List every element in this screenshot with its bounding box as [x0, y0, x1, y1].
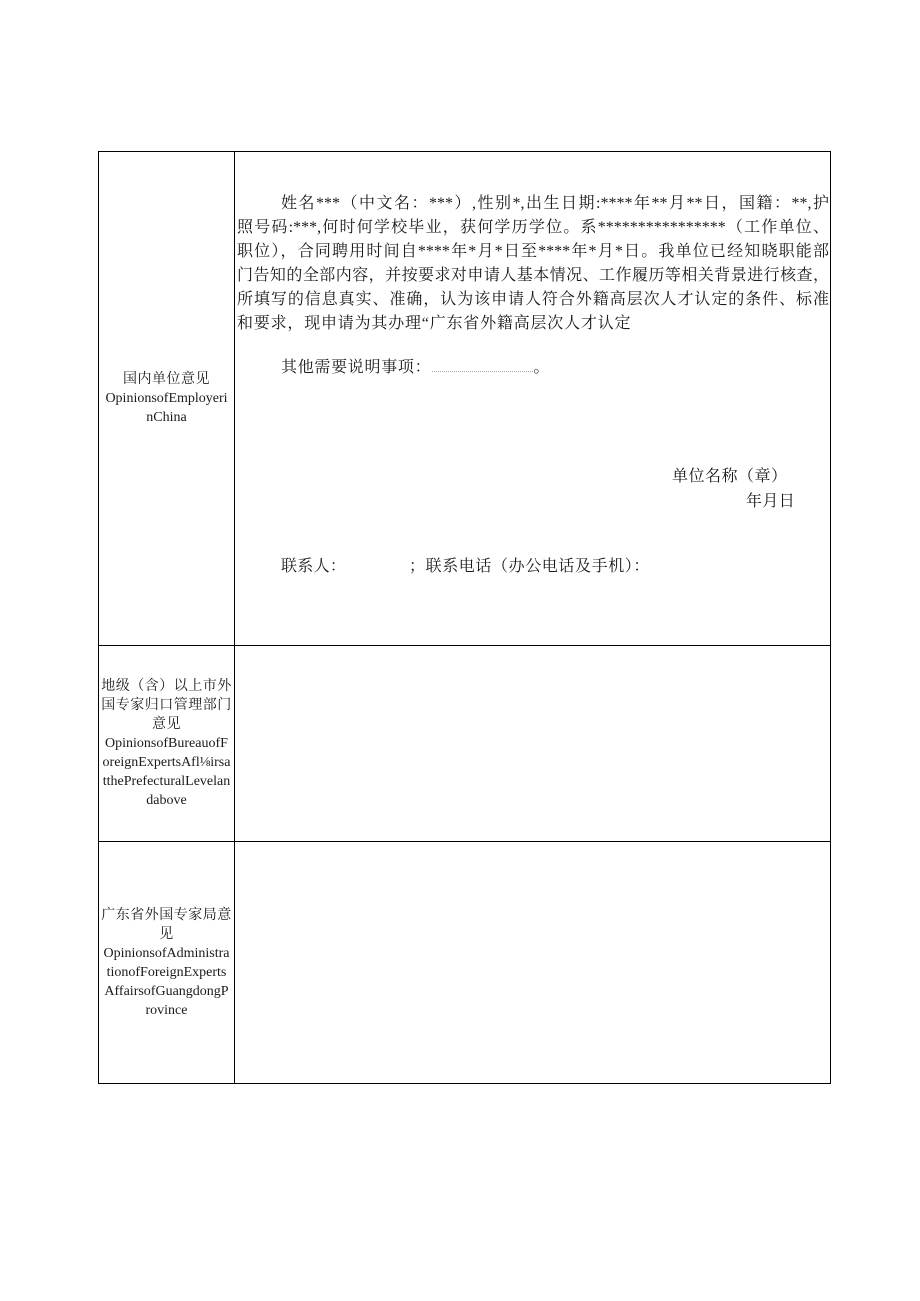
employer-opinion-row — [99, 152, 830, 646]
row-label-line: tionofForeignExperts — [106, 964, 227, 980]
row-label-line: tthePrefecturalLevelan — [102, 774, 231, 789]
other-matters-label: 其他需要说明事项： — [281, 359, 432, 376]
other-matters-end: 。 — [533, 359, 550, 376]
row-label-line: OpinionsofEmployeri — [105, 391, 228, 406]
employer-opinion-label — [99, 152, 235, 645]
row-label-line: 地级（含）以上市外 — [101, 679, 232, 694]
paragraph-line: 职位），合同聘用时间自****年*月*日至****年*月*日。我单位已经知晓职能部 — [237, 243, 829, 260]
row-label-line: 意见 — [152, 717, 181, 732]
row-label-line: 广东省外国专家局意 — [101, 907, 232, 923]
date-label: 年月日 — [746, 493, 796, 510]
row-label-line: nChina — [146, 410, 187, 425]
prefectural-bureau-opinion-content — [235, 646, 830, 841]
paragraph-line: 和要求，现申请为其办理“广东省外籍高层次人才认定 — [237, 315, 632, 332]
other-matters-line — [281, 356, 549, 383]
prefectural-bureau-opinion-row — [99, 646, 830, 842]
row-label-line: OpinionsofBureauofF — [105, 736, 228, 751]
contact-phone-label: ；联系电话（办公电话及手机）： — [409, 558, 651, 575]
paragraph-line: 门告知的全部内容，并按要求对申请人基本情况、工作履历等相关背景进行核查， — [237, 267, 829, 284]
row-label-line: OpinionsofAdministra — [103, 945, 230, 961]
row-label-line: 国内单位意见 — [123, 372, 210, 387]
declaration-paragraph — [237, 192, 829, 336]
provincial-administration-opinion-label — [99, 842, 235, 1083]
paragraph-line: 照号码:***,何时何学校毕业，获何学历学位。系****************（工作单位、 — [237, 219, 829, 236]
contact-person-label: 联系人： — [281, 558, 347, 575]
row-label-line: rovince — [145, 1002, 188, 1018]
row-label-line: 国专家归口管理部门 — [101, 698, 232, 713]
opinions-table — [98, 151, 831, 1084]
row-label-line: 见 — [159, 926, 174, 942]
provincial-administration-opinion-content — [235, 842, 830, 1083]
row-label-line: dabove — [146, 793, 187, 808]
paragraph-line: 所填写的信息真实、准确，认为该申请人符合外籍高层次人才认定的条件、标准 — [237, 291, 829, 308]
row-label-line: AffairsofGuangdongP — [104, 983, 229, 999]
paragraph-line: 姓名***（中文名：***）,性别*,出生日期:****年**月**日，国籍：**,护 — [281, 195, 829, 212]
row-label-line: oreignExpertsAfl⅛irsa — [102, 755, 231, 770]
other-matters-blank: …………………………………………… — [431, 368, 534, 374]
unit-seal-label: 单位名称（章） — [672, 468, 788, 485]
prefectural-bureau-opinion-label — [99, 646, 235, 841]
provincial-administration-opinion-row — [99, 842, 830, 1083]
employer-opinion-content — [235, 152, 830, 645]
